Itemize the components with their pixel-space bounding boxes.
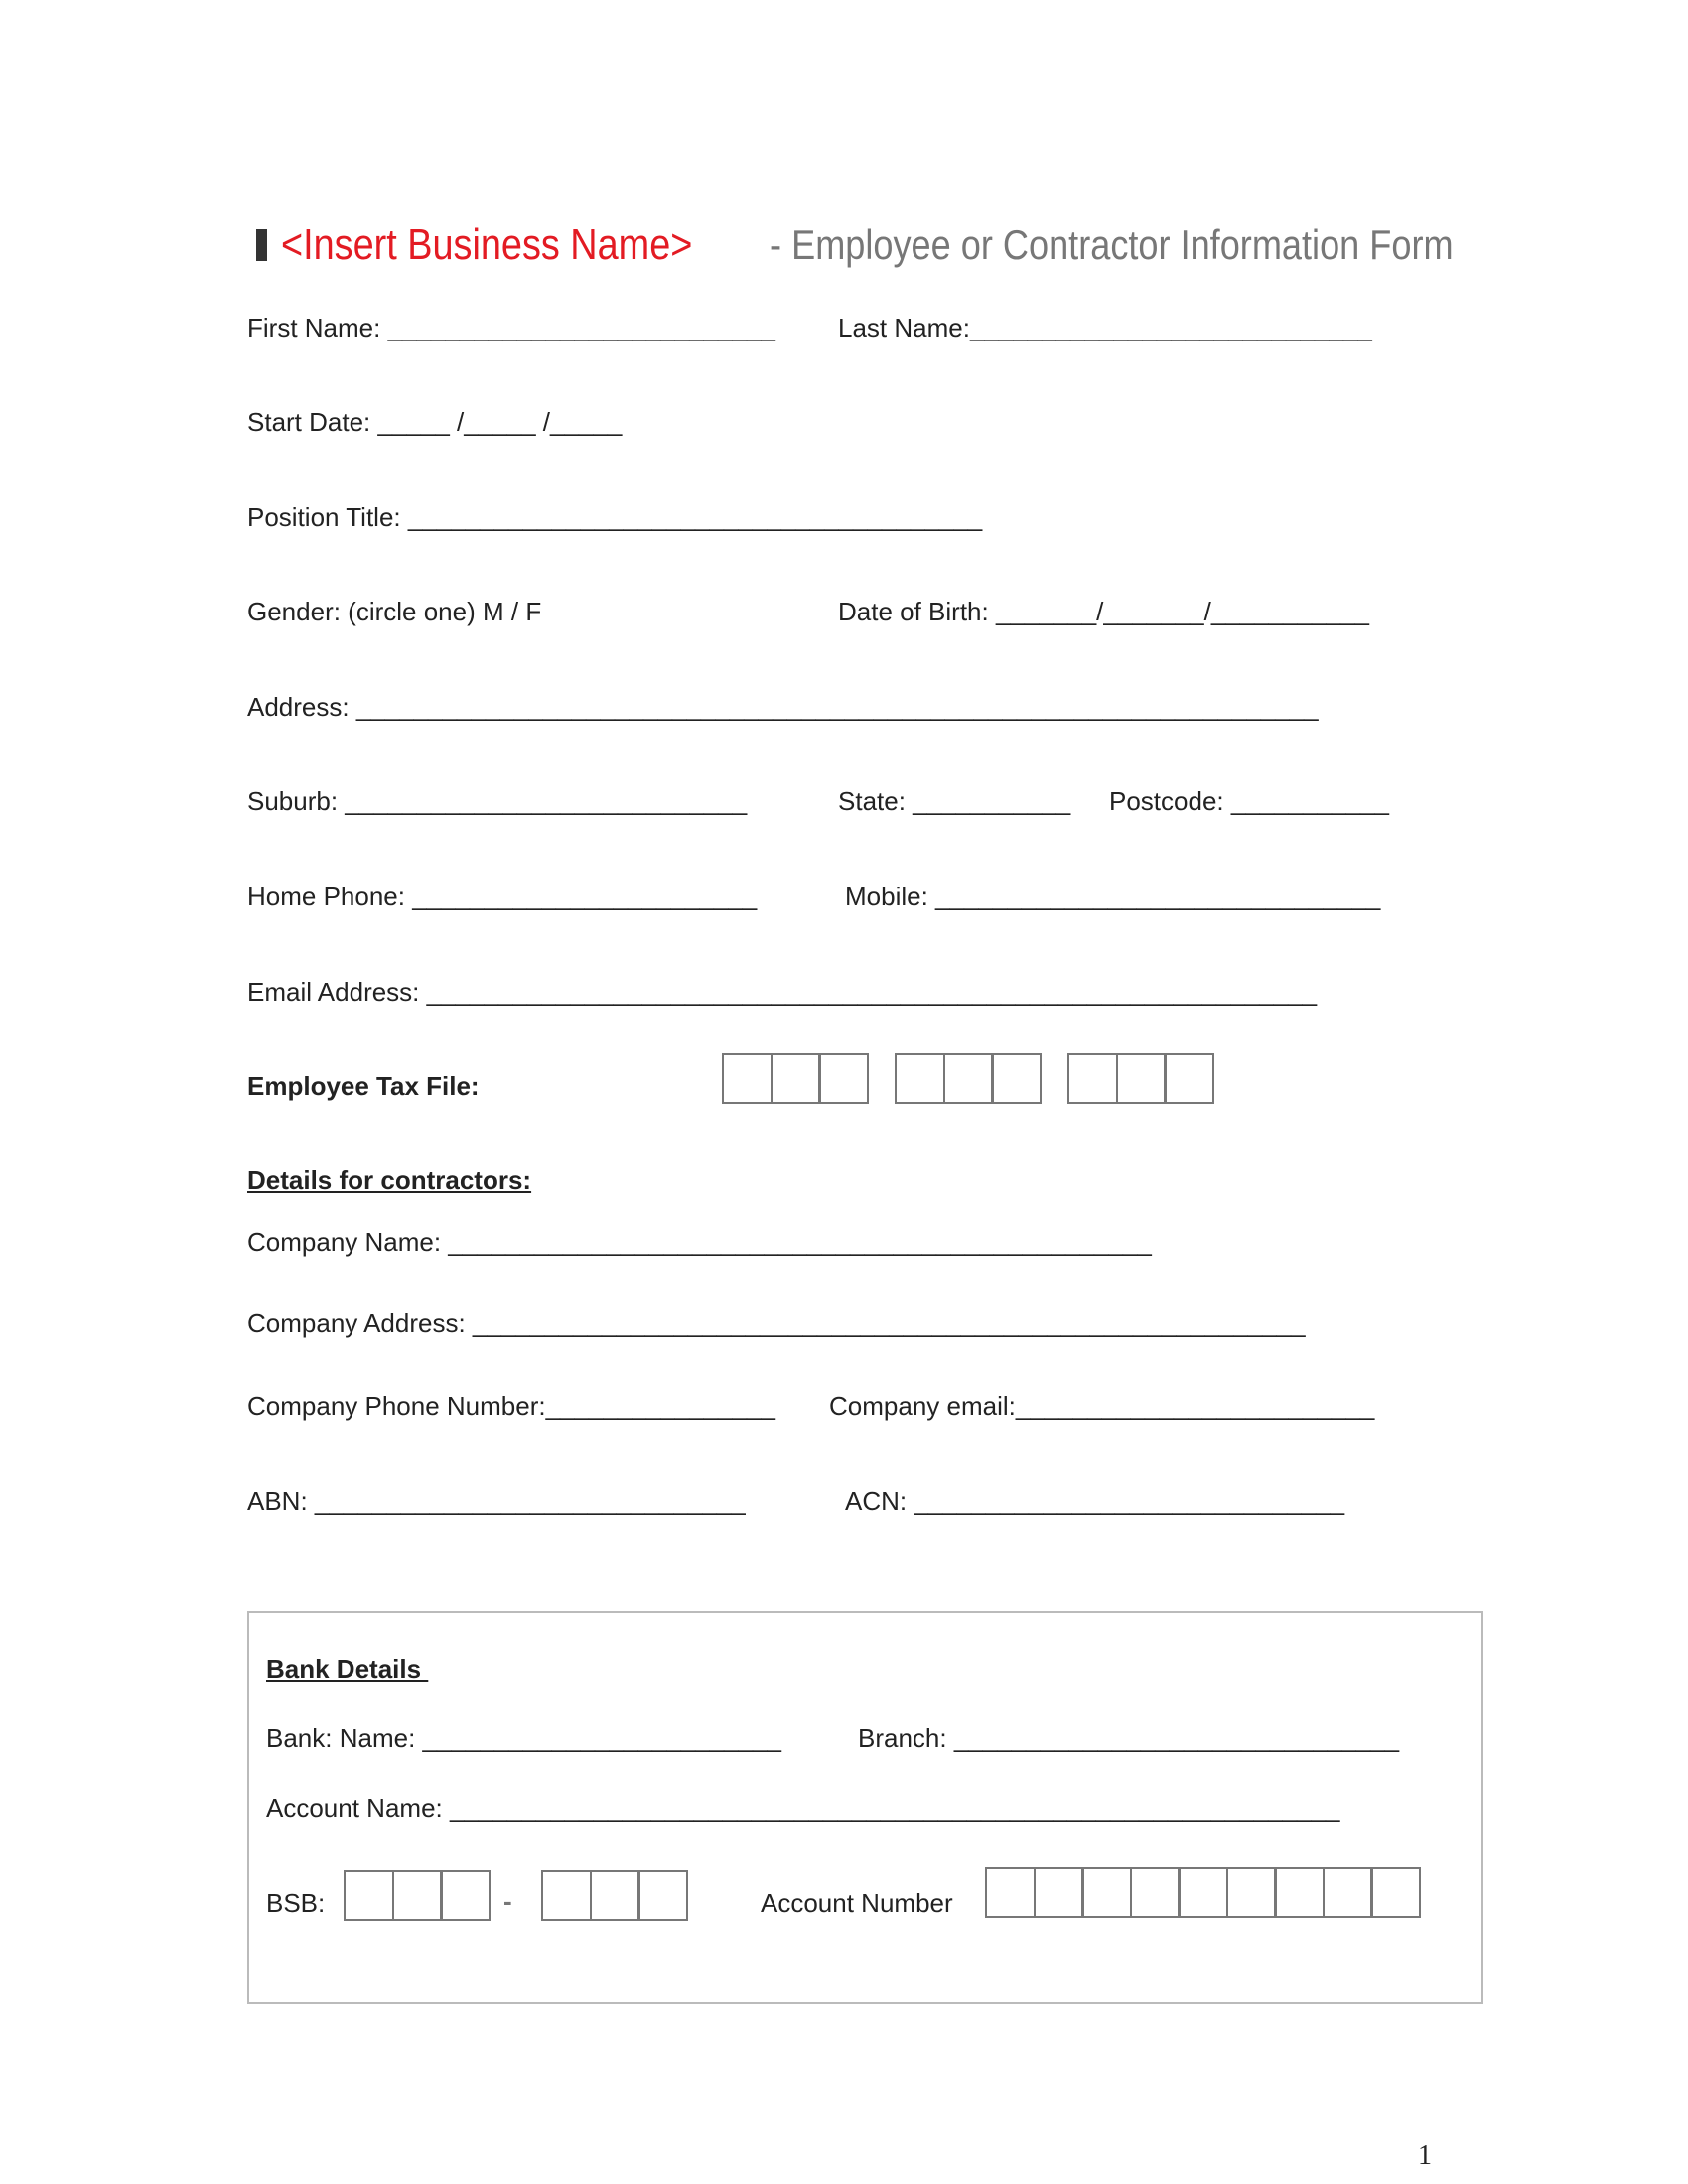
bsb-label: BSB:	[266, 1888, 326, 1918]
address-field[interactable]: Address: ___________________________________________________________________	[247, 692, 1319, 722]
bsb-digit-box[interactable]	[590, 1870, 640, 1921]
date-of-birth-field[interactable]: Date of Birth: _______/_______/___________	[838, 597, 1369, 626]
email-address-field[interactable]: Email Address: ______________________________________________________________	[247, 977, 1318, 1007]
company-name-field[interactable]: Company Name: _________________________________________________	[247, 1227, 1152, 1257]
account-digit-box[interactable]	[1034, 1867, 1084, 1918]
abn-field[interactable]: ABN: ______________________________	[247, 1486, 746, 1516]
account-digit-box[interactable]	[985, 1867, 1036, 1918]
account-number-label: Account Number	[761, 1888, 953, 1918]
tax-file-group-3	[1067, 1053, 1214, 1104]
company-email-field[interactable]: Company email:_________________________	[829, 1391, 1375, 1421]
bank-name-field[interactable]: Bank: Name: _________________________	[266, 1723, 782, 1753]
bsb-digit-box[interactable]	[637, 1870, 688, 1921]
bsb-separator: -	[503, 1886, 512, 1916]
page-number: 1	[1418, 2140, 1432, 2171]
tax-file-digit-box[interactable]	[1116, 1053, 1167, 1104]
tax-file-digit-box[interactable]	[1067, 1053, 1118, 1104]
form-title	[247, 203, 1566, 270]
tax-file-digit-box[interactable]	[1164, 1053, 1214, 1104]
account-digit-box[interactable]	[1370, 1867, 1421, 1918]
tax-file-group-2	[895, 1053, 1042, 1104]
start-date-field[interactable]: Start Date: _____ /_____ /_____	[247, 407, 623, 437]
suburb-field[interactable]: Suburb: ____________________________	[247, 786, 748, 816]
company-phone-field[interactable]: Company Phone Number:________________	[247, 1391, 775, 1421]
account-digit-box[interactable]	[1323, 1867, 1373, 1918]
home-phone-field[interactable]: Home Phone: ________________________	[247, 882, 758, 911]
mobile-field[interactable]: Mobile: _______________________________	[845, 882, 1381, 911]
bsb-group-1	[344, 1870, 491, 1921]
form-subtitle: - Employee or Contractor Information Form	[759, 221, 1454, 268]
first-name-field[interactable]: First Name: ___________________________	[247, 313, 775, 342]
tax-file-digit-box[interactable]	[818, 1053, 869, 1104]
tax-file-digit-box[interactable]	[991, 1053, 1042, 1104]
bsb-digit-box[interactable]	[541, 1870, 592, 1921]
postcode-field[interactable]: Postcode: ___________	[1109, 786, 1389, 816]
company-address-field[interactable]: Company Address: __________________________________________________________	[247, 1308, 1306, 1338]
position-title-field[interactable]: Position Title: ________________________________________	[247, 502, 983, 532]
contractors-heading: Details for contractors:	[247, 1165, 532, 1195]
state-field[interactable]: State: ___________	[838, 786, 1071, 816]
branch-field[interactable]: Branch: _______________________________	[858, 1723, 1400, 1753]
business-name: <Insert Business Name>	[280, 220, 693, 269]
account-digit-box[interactable]	[1130, 1867, 1181, 1918]
bsb-digit-box[interactable]	[440, 1870, 491, 1921]
bsb-digit-box[interactable]	[392, 1870, 443, 1921]
account-digit-box[interactable]	[1274, 1867, 1325, 1918]
bank-details-heading: Bank Details	[266, 1654, 429, 1684]
account-number-boxes	[985, 1867, 1421, 1918]
bsb-digit-box[interactable]	[344, 1870, 394, 1921]
acn-field[interactable]: ACN: ______________________________	[845, 1486, 1345, 1516]
employee-tax-file-label: Employee Tax File:	[247, 1071, 480, 1101]
tax-file-digit-box[interactable]	[771, 1053, 821, 1104]
tax-file-digit-box[interactable]	[895, 1053, 945, 1104]
tax-file-digit-box[interactable]	[722, 1053, 773, 1104]
last-name-field[interactable]: Last Name:____________________________	[838, 313, 1372, 342]
account-digit-box[interactable]	[1178, 1867, 1228, 1918]
account-digit-box[interactable]	[1081, 1867, 1132, 1918]
bsb-group-2	[541, 1870, 688, 1921]
account-digit-box[interactable]	[1226, 1867, 1277, 1918]
gender-field[interactable]: Gender: (circle one) M / F	[247, 597, 542, 626]
title-marker	[256, 229, 267, 261]
tax-file-digit-box[interactable]	[943, 1053, 994, 1104]
account-name-field[interactable]: Account Name: ______________________________________________________________	[266, 1793, 1340, 1823]
tax-file-group-1	[722, 1053, 869, 1104]
